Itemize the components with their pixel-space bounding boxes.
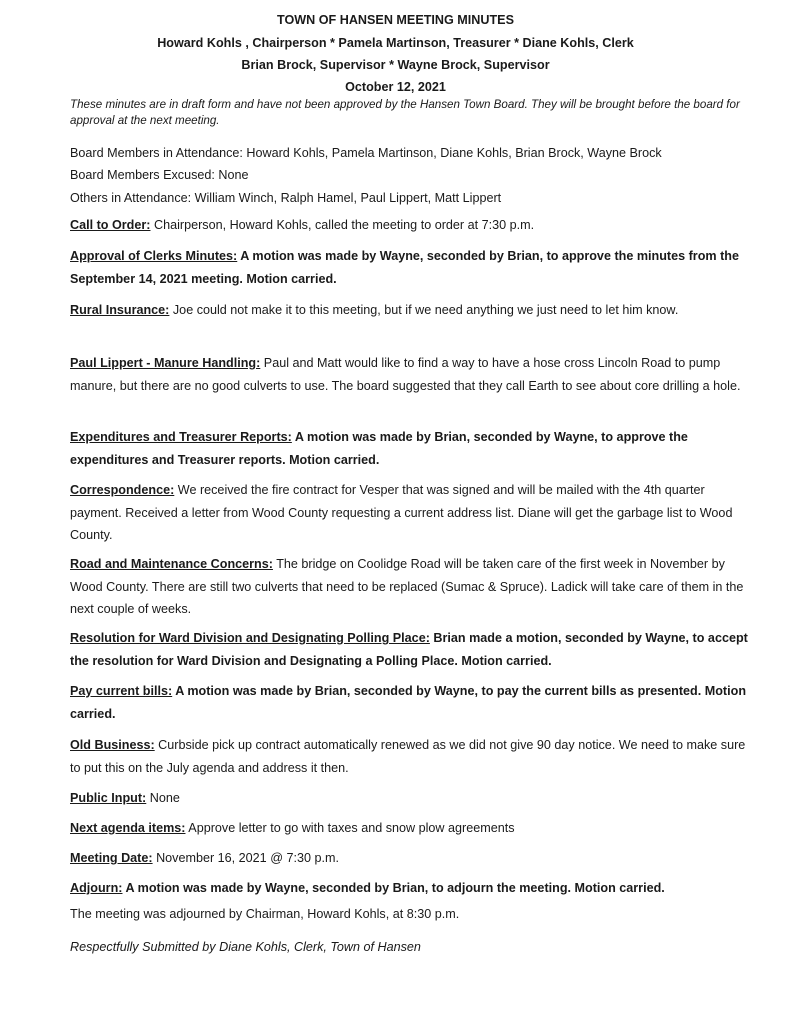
attendance-others: Others in Attendance: William Winch, Ralph Hamel, Paul Lippert, Matt Lippert <box>70 191 502 205</box>
section-text: Curbside pick up contract automatically renewed as we did not give 90 day notice. We need to make sure to put this on the July agenda and address it then. <box>70 738 746 775</box>
section-pay-bills <box>70 680 750 725</box>
section-text: Chairperson, Howard Kohls, called the meeting to order at 7:30 p.m. <box>150 218 535 232</box>
section-text: A motion was made by Wayne, seconded by Brian, to adjourn the meeting. Motion carried. <box>122 881 665 895</box>
section-text: Brian made a motion, seconded by Wayne, to accept the resolution for Ward Division and Designating a Polling Place. Motion carried. <box>70 631 748 668</box>
attendance-excused: Board Members Excused: None <box>70 168 249 182</box>
officers-line-2: Brian Brock, Supervisor * Wayne Brock, Supervisor <box>241 58 550 72</box>
section-next-agenda <box>70 817 750 840</box>
section-correspondence <box>70 479 750 547</box>
section-road-maintenance <box>70 553 750 621</box>
officers-line-1: Howard Kohls , Chairperson * Pamela Martinson, Treasurer * Diane Kohls, Clerk <box>157 36 634 50</box>
section-approval-minutes <box>70 245 750 290</box>
section-expenditures <box>70 426 750 471</box>
document-title: TOWN OF HANSEN MEETING MINUTES <box>277 13 514 27</box>
section-rural-insurance <box>70 299 750 322</box>
section-label: Call to Order: <box>70 218 151 232</box>
attendance-members: Board Members in Attendance: Howard Kohls, Pamela Martinson, Diane Kohls, Brian Brock, Wayne Brock <box>70 146 662 160</box>
section-text: Joe could not make it to this meeting, but if we need anything we just need to let him know. <box>169 303 679 317</box>
signature-line: Respectfully Submitted by Diane Kohls, Clerk, Town of Hansen <box>70 940 421 954</box>
draft-notice: These minutes are in draft form and have not been approved by the Hansen Town Board. They will be brought before the board for approval at the next meeting. <box>70 98 740 127</box>
section-label: Adjourn: <box>70 881 123 895</box>
section-label: Paul Lippert - Manure Handling: <box>70 356 261 370</box>
section-label: Next agenda items: <box>70 821 186 835</box>
section-call-to-order <box>70 214 750 237</box>
section-label: Expenditures and Treasurer Reports: <box>70 430 292 444</box>
section-label: Correspondence: <box>70 483 175 497</box>
section-text: None <box>146 791 180 805</box>
section-public-input <box>70 787 750 810</box>
section-label: Public Input: <box>70 791 147 805</box>
section-label: Road and Maintenance Concerns: <box>70 557 273 571</box>
section-adjourn <box>70 877 750 900</box>
section-old-business <box>70 734 750 779</box>
section-text: Paul and Matt would like to find a way to have a hose cross Lincoln Road to pump manure, but there are no good culverts to use. The board suggested that they call Earth to see about core drilling a hole. <box>70 356 741 393</box>
section-text: November 16, 2021 @ 7:30 p.m. <box>152 851 339 865</box>
section-label: Old Business: <box>70 738 155 752</box>
section-manure-handling <box>70 352 750 397</box>
section-text: We received the fire contract for Vesper that was signed and will be mailed with the 4th quarter payment. Received a letter from Wood County requesting a current address list. Diane will get the garbage list to Wood County. <box>70 483 733 542</box>
section-label: Resolution for Ward Division and Designating Polling Place: <box>70 631 430 645</box>
section-ward-division <box>70 627 750 672</box>
section-label: Pay current bills: <box>70 684 173 698</box>
section-label: Rural Insurance: <box>70 303 170 317</box>
section-text: A motion was made by Brian, seconded by Wayne, to pay the current bills as presented. Motion carried. <box>70 684 747 721</box>
adjourn-followup: The meeting was adjourned by Chairman, Howard Kohls, at 8:30 p.m. <box>70 907 460 921</box>
meeting-date-header: October 12, 2021 <box>345 80 446 94</box>
section-text: Approve letter to go with taxes and snow plow agreements <box>185 821 515 835</box>
section-meeting-date <box>70 847 750 870</box>
section-label: Meeting Date: <box>70 851 153 865</box>
section-text: A motion was made by Wayne, seconded by Brian, to approve the minutes from the September 14, 2021 meeting. Motion carried. <box>70 249 739 286</box>
section-text: The bridge on Coolidge Road will be taken care of the first week in November by Wood County. There are still two culverts that need to be replaced (Sumac & Spruce). Ladick will take care of them in the next couple of weeks. <box>70 557 744 616</box>
section-text: A motion was made by Brian, seconded by Wayne, to approve the expenditures and Treasurer reports. Motion carried. <box>70 430 688 467</box>
section-label: Approval of Clerks Minutes: <box>70 249 238 263</box>
